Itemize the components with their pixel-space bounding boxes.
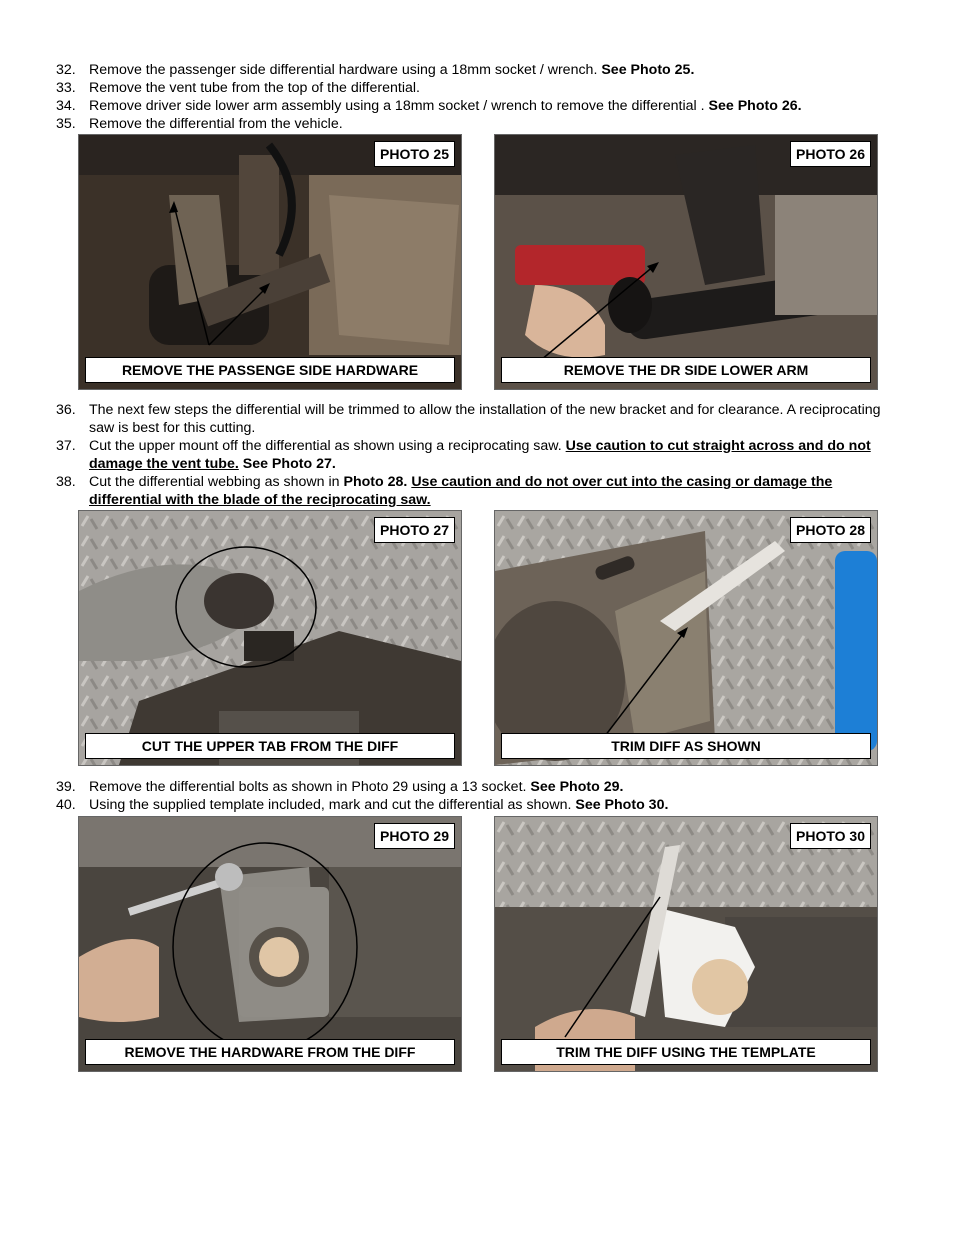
photo-27-image [79, 511, 461, 765]
photo-tag: PHOTO 29 [374, 823, 455, 849]
photo-caption: CUT THE UPPER TAB FROM THE DIFF [85, 733, 455, 759]
step-ref: Photo 28. [343, 474, 408, 490]
step-caution: Use caution to cut straight across and do not damage the vent tube. [89, 438, 871, 472]
steps-group-a [56, 61, 886, 133]
step-37 [56, 437, 886, 473]
step-number: 36. [56, 402, 76, 418]
step-text: Remove driver side lower arm assembly using a 18mm socket / wrench to remove the differential . [89, 98, 705, 114]
step-text: Remove the differential from the vehicle. [89, 116, 343, 132]
photo-caption: REMOVE THE PASSENGE SIDE HARDWARE [85, 357, 455, 383]
step-ref: See Photo 27. [242, 456, 336, 472]
photo-caption: TRIM THE DIFF USING THE TEMPLATE [501, 1039, 871, 1065]
photo-25-image [79, 135, 461, 389]
photo-29 [78, 816, 462, 1072]
photo-26-image [495, 135, 877, 389]
step-ref: See Photo 25. [601, 62, 695, 78]
steps-group-c [56, 778, 886, 814]
photo-25 [78, 134, 462, 390]
step-text: The next few steps the differential will be trimmed to allow the installation of the new bracket and for clearance. A reciprocating saw is best for this cutting. [89, 402, 881, 436]
photo-28-image [495, 511, 877, 765]
step-number: 37. [56, 438, 76, 454]
step-text: Cut the differential webbing as shown in [89, 474, 340, 490]
step-caution: Use caution and do not over cut into the casing or damage the differential with the blade of the reciprocating saw. [89, 474, 833, 508]
steps-group-b [56, 401, 886, 509]
photo-caption: REMOVE THE DR SIDE LOWER ARM [501, 357, 871, 383]
photo-tag: PHOTO 25 [374, 141, 455, 167]
step-39 [56, 778, 886, 796]
step-number: 34. [56, 98, 76, 114]
photo-29-image [79, 817, 461, 1071]
photo-tag: PHOTO 26 [790, 141, 871, 167]
step-number: 40. [56, 797, 76, 813]
photo-tag: PHOTO 30 [790, 823, 871, 849]
step-number: 39. [56, 779, 76, 795]
photo-30 [494, 816, 878, 1072]
step-40 [56, 796, 886, 814]
step-34 [56, 97, 886, 115]
step-ref: See Photo 30. [575, 797, 669, 813]
step-33 [56, 79, 886, 97]
step-ref: See Photo 29. [530, 779, 624, 795]
photo-caption: REMOVE THE HARDWARE FROM THE DIFF [85, 1039, 455, 1065]
photo-26 [494, 134, 878, 390]
step-number: 32. [56, 62, 76, 78]
step-text: Remove the passenger side differential hardware using a 18mm socket / wrench. [89, 62, 598, 78]
step-number: 35. [56, 116, 76, 132]
photo-tag: PHOTO 27 [374, 517, 455, 543]
photo-28 [494, 510, 878, 766]
step-number: 33. [56, 80, 76, 96]
step-ref: See Photo 26. [708, 98, 802, 114]
photo-27 [78, 510, 462, 766]
photo-tag: PHOTO 28 [790, 517, 871, 543]
step-text: Cut the upper mount off the differential as shown using a reciprocating saw. [89, 438, 562, 454]
photo-caption: TRIM DIFF AS SHOWN [501, 733, 871, 759]
step-text: Remove the differential bolts as shown in Photo 29 using a 13 socket. [89, 779, 527, 795]
step-38 [56, 473, 886, 509]
step-32 [56, 61, 886, 79]
step-number: 38. [56, 474, 76, 490]
step-35 [56, 115, 886, 133]
step-text: Using the supplied template included, mark and cut the differential as shown. [89, 797, 572, 813]
step-text: Remove the vent tube from the top of the differential. [89, 80, 420, 96]
photo-30-image [495, 817, 877, 1071]
step-36 [56, 401, 886, 437]
